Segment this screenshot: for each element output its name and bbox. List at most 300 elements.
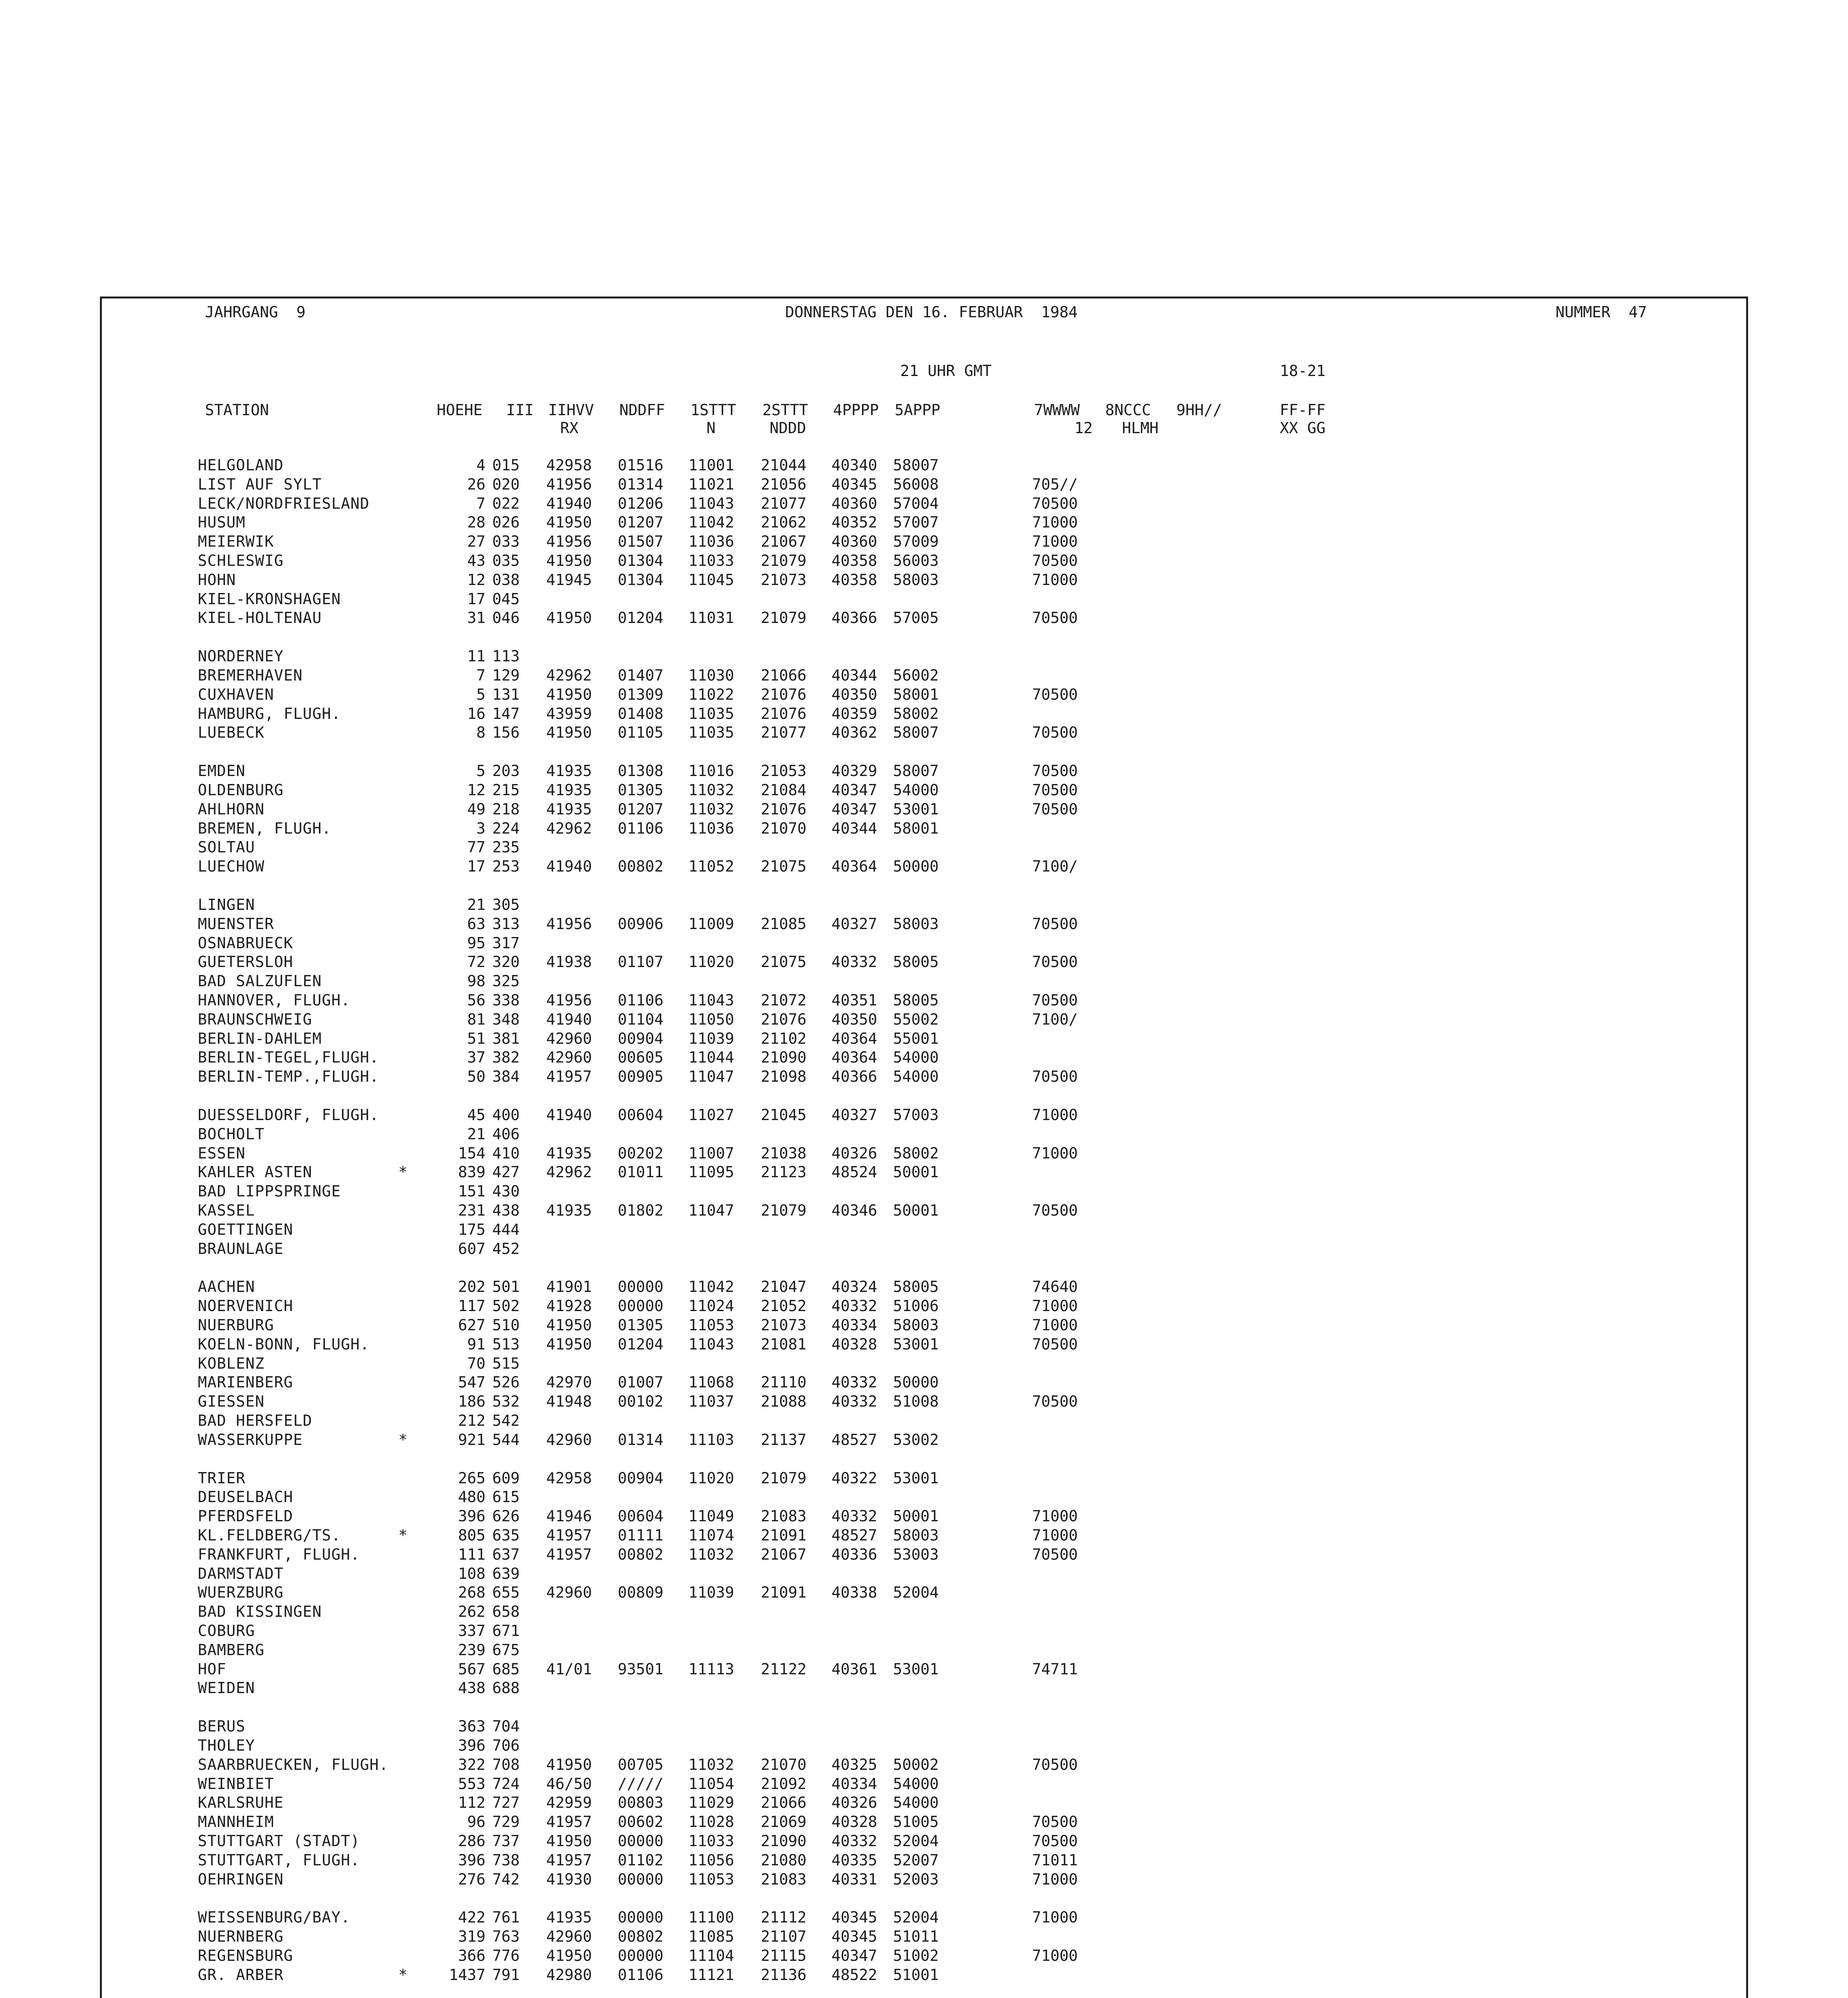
synop-group: 40326 bbox=[832, 1144, 877, 1162]
station-number: 218 bbox=[492, 800, 520, 818]
synop-group: 00904 bbox=[618, 1030, 664, 1047]
station-name: FRANKFURT, FLUGH. bbox=[198, 1546, 360, 1563]
synop-group: 21067 bbox=[761, 1546, 807, 1563]
station-number: 045 bbox=[492, 590, 520, 608]
synop-group: 40336 bbox=[832, 1546, 877, 1563]
synop-group: 40332 bbox=[832, 1393, 877, 1410]
synop-group: 11121 bbox=[688, 1966, 734, 1984]
station-height: 45 bbox=[467, 1106, 485, 1124]
station-height: 212 bbox=[458, 1412, 485, 1429]
station-name: BRAUNLAGE bbox=[198, 1240, 284, 1258]
synop-group: 01309 bbox=[618, 686, 664, 703]
station-name: BERLIN-TEGEL,FLUGH. bbox=[198, 1049, 379, 1066]
station-name: TRIER bbox=[198, 1469, 246, 1487]
station-height: 111 bbox=[458, 1546, 485, 1563]
station-name: BAD HERSFELD bbox=[198, 1412, 312, 1429]
synop-group: 11036 bbox=[688, 533, 734, 550]
synop-group: 01106 bbox=[618, 820, 664, 837]
synop-group: 41957 bbox=[546, 1813, 592, 1831]
synop-group: 57007 bbox=[893, 513, 939, 531]
synop-group: 21070 bbox=[761, 820, 807, 837]
station-name: HOHN bbox=[198, 571, 236, 589]
synop-group: 01207 bbox=[618, 513, 664, 531]
synop-group: 42962 bbox=[546, 667, 592, 684]
station-number: 626 bbox=[492, 1507, 520, 1525]
station-number: 639 bbox=[492, 1565, 520, 1582]
station-number: 224 bbox=[492, 820, 520, 837]
station-height: 480 bbox=[458, 1488, 485, 1506]
synop-group: 11053 bbox=[688, 1871, 734, 1888]
synop-group: 11033 bbox=[688, 552, 734, 569]
synop-group: 21084 bbox=[761, 781, 807, 799]
station-number: 320 bbox=[492, 953, 520, 971]
synop-group: 21066 bbox=[761, 667, 807, 684]
synop-group: 01304 bbox=[618, 571, 664, 589]
station-height: 12 bbox=[467, 781, 485, 799]
synop-group: 41956 bbox=[546, 991, 592, 1009]
station-height: 7 bbox=[476, 495, 485, 512]
synop-group: 11043 bbox=[688, 495, 734, 512]
synop-group: 40350 bbox=[832, 686, 877, 703]
synop-group: 11043 bbox=[688, 991, 734, 1009]
synop-group: 21044 bbox=[761, 456, 807, 474]
synop-group: 11033 bbox=[688, 1832, 734, 1850]
synop-group: 56003 bbox=[893, 552, 939, 569]
synop-group: 41957 bbox=[546, 1546, 592, 1563]
station-number: 515 bbox=[492, 1355, 520, 1372]
station-height: 5 bbox=[476, 686, 485, 703]
synop-group: 42980 bbox=[546, 1966, 592, 1984]
synop-group: 40340 bbox=[832, 456, 877, 474]
synop-group: 70500 bbox=[1032, 1813, 1078, 1831]
station-number: 147 bbox=[492, 705, 520, 722]
synop-group: 54000 bbox=[893, 1775, 939, 1793]
synop-group: 51011 bbox=[893, 1928, 939, 1945]
synop-group: 11043 bbox=[688, 1335, 734, 1353]
col-hoehe: HOEHE bbox=[437, 401, 483, 419]
synop-group: 40359 bbox=[832, 705, 877, 722]
synop-group: 21075 bbox=[761, 858, 807, 875]
synop-group: 41950 bbox=[546, 1947, 592, 1964]
station-number: 729 bbox=[492, 1813, 520, 1831]
station-height: 37 bbox=[467, 1049, 485, 1066]
station-height: 396 bbox=[458, 1851, 485, 1869]
station-height: 72 bbox=[467, 953, 485, 971]
synop-group: 21079 bbox=[761, 1202, 807, 1219]
synop-group: 40344 bbox=[832, 667, 877, 684]
synop-group: 56008 bbox=[893, 476, 939, 493]
synop-group: 40325 bbox=[832, 1756, 877, 1773]
station-number: 727 bbox=[492, 1794, 520, 1811]
station-number: 791 bbox=[492, 1966, 520, 1984]
col-group2: 2STTT bbox=[762, 401, 808, 419]
station-name: BRAUNSCHWEIG bbox=[198, 1011, 312, 1028]
synop-group: 11039 bbox=[688, 1030, 734, 1047]
synop-group: 58003 bbox=[893, 1526, 939, 1544]
synop-group: 58002 bbox=[893, 1144, 939, 1162]
col-group2-sub: NDDD bbox=[770, 419, 806, 437]
synop-group: 40324 bbox=[832, 1278, 877, 1296]
station-name: BOCHOLT bbox=[198, 1125, 265, 1143]
synop-group: 11032 bbox=[688, 781, 734, 799]
synop-group: 70500 bbox=[1032, 724, 1078, 741]
station-name: GIESSEN bbox=[198, 1393, 265, 1410]
station-number: 708 bbox=[492, 1756, 520, 1773]
synop-group: 70500 bbox=[1032, 609, 1078, 627]
synop-group: 11032 bbox=[688, 800, 734, 818]
station-height: 262 bbox=[458, 1603, 485, 1620]
station-name: BERUS bbox=[198, 1717, 246, 1735]
station-height: 276 bbox=[458, 1871, 485, 1888]
synop-group: 01207 bbox=[618, 800, 664, 818]
synop-group: 50001 bbox=[893, 1163, 939, 1181]
station-height: 43 bbox=[467, 552, 485, 569]
station-name: KOELN-BONN, FLUGH. bbox=[198, 1335, 370, 1353]
synop-group: 41901 bbox=[546, 1278, 592, 1296]
synop-group: 7100/ bbox=[1032, 1011, 1078, 1028]
station-name: BREMERHAVEN bbox=[198, 667, 303, 684]
station-name: THOLEY bbox=[198, 1737, 255, 1754]
station-number: 427 bbox=[492, 1163, 520, 1181]
synop-group: 41950 bbox=[546, 686, 592, 703]
synop-group: 70500 bbox=[1032, 552, 1078, 569]
station-number: 348 bbox=[492, 1011, 520, 1028]
station-name: HOF bbox=[198, 1660, 227, 1678]
synop-group: 01105 bbox=[618, 724, 664, 741]
synop-group: 58001 bbox=[893, 820, 939, 837]
station-number: 035 bbox=[492, 552, 520, 569]
synop-group: 40327 bbox=[832, 915, 877, 933]
synop-group: 53001 bbox=[893, 1335, 939, 1353]
synop-group: 53002 bbox=[893, 1431, 939, 1449]
synop-group: 58007 bbox=[893, 762, 939, 780]
station-height: 31 bbox=[467, 609, 485, 627]
synop-group: 52004 bbox=[893, 1908, 939, 1926]
synop-group: 40351 bbox=[832, 991, 877, 1009]
synop-group: 41956 bbox=[546, 476, 592, 493]
station-number: 658 bbox=[492, 1603, 520, 1620]
synop-group: 11052 bbox=[688, 858, 734, 875]
synop-group: 70500 bbox=[1032, 1335, 1078, 1353]
station-height: 112 bbox=[458, 1794, 485, 1811]
synop-group: 40332 bbox=[832, 1507, 877, 1525]
synop-group: 58002 bbox=[893, 705, 939, 722]
synop-group: 01011 bbox=[618, 1163, 664, 1181]
synop-group: 40346 bbox=[832, 1202, 877, 1219]
synop-group: 71000 bbox=[1032, 1316, 1078, 1334]
synop-group: 42960 bbox=[546, 1584, 592, 1601]
station-name: HAMBURG, FLUGH. bbox=[198, 705, 341, 722]
synop-group: 40322 bbox=[832, 1469, 877, 1487]
synop-group: 01102 bbox=[618, 1851, 664, 1869]
synop-group: 58005 bbox=[893, 991, 939, 1009]
synop-group: 41940 bbox=[546, 1011, 592, 1028]
synop-group: 11021 bbox=[688, 476, 734, 493]
station-height: 567 bbox=[458, 1660, 485, 1678]
synop-group: 54000 bbox=[893, 781, 939, 799]
synop-group: 21107 bbox=[761, 1928, 807, 1945]
station-name: STUTTGART, FLUGH. bbox=[198, 1851, 360, 1869]
station-number: 706 bbox=[492, 1737, 520, 1754]
synop-group: 40331 bbox=[832, 1871, 877, 1888]
synop-group: 42962 bbox=[546, 820, 592, 837]
station-number: 609 bbox=[492, 1469, 520, 1487]
station-name: LECK/NORDFRIESLAND bbox=[198, 495, 370, 512]
station-height: 77 bbox=[467, 838, 485, 856]
synop-group: 21137 bbox=[761, 1431, 807, 1449]
synop-group: 11050 bbox=[688, 1011, 734, 1028]
synop-group: 40352 bbox=[832, 513, 877, 531]
station-number: 020 bbox=[492, 476, 520, 493]
synop-group: 11047 bbox=[688, 1068, 734, 1085]
synop-group: 51002 bbox=[893, 1947, 939, 1964]
synop-group: 21072 bbox=[761, 991, 807, 1009]
synop-group: 58007 bbox=[893, 456, 939, 474]
station-number: 737 bbox=[492, 1832, 520, 1850]
station-name: SAARBRUECKEN, FLUGH. bbox=[198, 1756, 389, 1773]
synop-group: 00000 bbox=[618, 1832, 664, 1850]
synop-group: 00000 bbox=[618, 1871, 664, 1888]
station-number: 215 bbox=[492, 781, 520, 799]
synop-group: 41946 bbox=[546, 1507, 592, 1525]
station-height: 8 bbox=[476, 724, 485, 741]
synop-group: 01106 bbox=[618, 991, 664, 1009]
synop-group: 11045 bbox=[688, 571, 734, 589]
station-name: DARMSTADT bbox=[198, 1565, 284, 1582]
synop-group: 48527 bbox=[832, 1431, 877, 1449]
station-height: 5 bbox=[476, 762, 485, 780]
synop-group: 70500 bbox=[1032, 1393, 1078, 1410]
station-height: 117 bbox=[458, 1297, 485, 1315]
synop-group: 51006 bbox=[893, 1297, 939, 1315]
synop-group: 21052 bbox=[761, 1297, 807, 1315]
station-name: KOBLENZ bbox=[198, 1355, 265, 1372]
synop-group: 40358 bbox=[832, 552, 877, 569]
station-height: 202 bbox=[458, 1278, 485, 1296]
synop-group: 40327 bbox=[832, 1106, 877, 1124]
synop-group: 21091 bbox=[761, 1584, 807, 1601]
station-height: 286 bbox=[458, 1832, 485, 1850]
synop-group: 21069 bbox=[761, 1813, 807, 1831]
station-number: 325 bbox=[492, 972, 520, 990]
synop-group: 57003 bbox=[893, 1106, 939, 1124]
synop-group: 11031 bbox=[688, 609, 734, 627]
synop-group: 21136 bbox=[761, 1966, 807, 1984]
synop-group: 51005 bbox=[893, 1813, 939, 1831]
synop-group: 41945 bbox=[546, 571, 592, 589]
synop-group: 00000 bbox=[618, 1278, 664, 1296]
station-number: 382 bbox=[492, 1049, 520, 1066]
station-number: 615 bbox=[492, 1488, 520, 1506]
synop-group: 00000 bbox=[618, 1297, 664, 1315]
station-number: 381 bbox=[492, 1030, 520, 1047]
synop-group: 11036 bbox=[688, 820, 734, 837]
station-number: 742 bbox=[492, 1871, 520, 1888]
col-ff: FF-FF bbox=[1280, 401, 1326, 419]
synop-group: 7100/ bbox=[1032, 858, 1078, 875]
station-height: 91 bbox=[467, 1335, 485, 1353]
synop-group: 11035 bbox=[688, 724, 734, 741]
synop-group: 21045 bbox=[761, 1106, 807, 1124]
synop-group: 71000 bbox=[1032, 1297, 1078, 1315]
synop-group: 52003 bbox=[893, 1871, 939, 1888]
synop-group: 01407 bbox=[618, 667, 664, 684]
synop-group: 40332 bbox=[832, 953, 877, 971]
synop-group: 21083 bbox=[761, 1871, 807, 1888]
synop-group: 41935 bbox=[546, 800, 592, 818]
synop-group: 58005 bbox=[893, 953, 939, 971]
synop-group: 11028 bbox=[688, 1813, 734, 1831]
station-height: 7 bbox=[476, 667, 485, 684]
synop-group: 74640 bbox=[1032, 1278, 1078, 1296]
station-number: 502 bbox=[492, 1297, 520, 1315]
synop-group: 00602 bbox=[618, 1813, 664, 1831]
synop-group: 58007 bbox=[893, 724, 939, 741]
station-name: WEIDEN bbox=[198, 1679, 255, 1697]
station-number: 526 bbox=[492, 1373, 520, 1391]
synop-group: 41957 bbox=[546, 1851, 592, 1869]
synop-group: 70500 bbox=[1032, 1202, 1078, 1219]
station-name: NORDERNEY bbox=[198, 647, 284, 665]
station-name: LINGEN bbox=[198, 896, 255, 913]
synop-group: 01204 bbox=[618, 1335, 664, 1353]
synop-group: 21076 bbox=[761, 686, 807, 703]
station-height: 337 bbox=[458, 1622, 485, 1640]
report-frame bbox=[100, 297, 1748, 1998]
col-group7: 7WWWW bbox=[1034, 401, 1080, 419]
synop-group: 01204 bbox=[618, 609, 664, 627]
station-height: 70 bbox=[467, 1355, 485, 1372]
col-group8-sub: HLMH bbox=[1122, 419, 1159, 437]
station-number: 015 bbox=[492, 456, 520, 474]
synop-group: 53001 bbox=[893, 800, 939, 818]
synop-group: 42960 bbox=[546, 1030, 592, 1047]
station-number: 022 bbox=[492, 495, 520, 512]
mountain-marker: * bbox=[398, 1163, 408, 1181]
station-height: 1437 bbox=[449, 1966, 485, 1984]
synop-group: 01305 bbox=[618, 1316, 664, 1334]
station-number: 406 bbox=[492, 1125, 520, 1143]
synop-group: 11053 bbox=[688, 1316, 734, 1334]
synop-group: 11032 bbox=[688, 1546, 734, 1563]
synop-group: 21098 bbox=[761, 1068, 807, 1085]
station-name: BAD SALZUFLEN bbox=[198, 972, 322, 990]
col-group4: 4PPPP bbox=[833, 401, 879, 419]
synop-group: 11049 bbox=[688, 1507, 734, 1525]
synop-group: 40345 bbox=[832, 1928, 877, 1945]
synop-group: 40328 bbox=[832, 1335, 877, 1353]
synop-group: 00802 bbox=[618, 858, 664, 875]
synop-group: 41940 bbox=[546, 1106, 592, 1124]
synop-group: 53001 bbox=[893, 1469, 939, 1487]
synop-group: 00803 bbox=[618, 1794, 664, 1811]
col-iihvv-sub: RX bbox=[560, 419, 579, 437]
station-height: 12 bbox=[467, 571, 485, 589]
synop-group: 55001 bbox=[893, 1030, 939, 1047]
synop-group: 42962 bbox=[546, 1163, 592, 1181]
station-name: COBURG bbox=[198, 1622, 255, 1640]
synop-group: 41950 bbox=[546, 1832, 592, 1850]
station-height: 921 bbox=[458, 1431, 485, 1449]
synop-group: 21090 bbox=[761, 1049, 807, 1066]
synop-group: 11085 bbox=[688, 1928, 734, 1945]
station-name: KASSEL bbox=[198, 1202, 255, 1219]
station-number: 338 bbox=[492, 991, 520, 1009]
synop-group: 70500 bbox=[1032, 800, 1078, 818]
synop-group: 11104 bbox=[688, 1947, 734, 1964]
synop-group: 11047 bbox=[688, 1202, 734, 1219]
station-name: WEISSENBURG/BAY. bbox=[198, 1908, 351, 1926]
station-height: 51 bbox=[467, 1030, 485, 1047]
period-range: 18-21 bbox=[1280, 362, 1326, 380]
station-name: OSNABRUECK bbox=[198, 934, 293, 952]
col-group8: 8NCCC bbox=[1105, 401, 1151, 419]
synop-group: 01107 bbox=[618, 953, 664, 971]
synop-group: 11095 bbox=[688, 1163, 734, 1181]
synop-group: 11029 bbox=[688, 1794, 734, 1811]
synop-group: 21110 bbox=[761, 1373, 807, 1391]
synop-group: 01314 bbox=[618, 1431, 664, 1449]
synop-group: 21067 bbox=[761, 533, 807, 550]
synop-group: 40338 bbox=[832, 1584, 877, 1601]
observation-time: 21 UHR GMT bbox=[900, 362, 992, 380]
synop-group: 74711 bbox=[1032, 1660, 1078, 1678]
station-number: 704 bbox=[492, 1717, 520, 1735]
synop-group: 21123 bbox=[761, 1163, 807, 1181]
station-number: 313 bbox=[492, 915, 520, 933]
synop-group: 21085 bbox=[761, 915, 807, 933]
station-name: DUESSELDORF, FLUGH. bbox=[198, 1106, 379, 1124]
mountain-marker: * bbox=[398, 1526, 408, 1544]
station-number: 438 bbox=[492, 1202, 520, 1219]
synop-group: 58003 bbox=[893, 1316, 939, 1334]
station-height: 17 bbox=[467, 858, 485, 875]
station-height: 98 bbox=[467, 972, 485, 990]
station-name: WUERZBURG bbox=[198, 1584, 284, 1601]
station-name: KARLSRUHE bbox=[198, 1794, 284, 1811]
station-height: 607 bbox=[458, 1240, 485, 1258]
synop-group: 40347 bbox=[832, 800, 877, 818]
synop-group: 41950 bbox=[546, 1756, 592, 1773]
col-iihvv: IIHVV bbox=[548, 401, 594, 419]
synop-group: 42960 bbox=[546, 1928, 592, 1945]
station-height: 805 bbox=[458, 1526, 485, 1544]
synop-group: 00000 bbox=[618, 1908, 664, 1926]
synop-group: 42960 bbox=[546, 1049, 592, 1066]
synop-group: 01007 bbox=[618, 1373, 664, 1391]
synop-group: 52004 bbox=[893, 1584, 939, 1601]
station-name: MANNHEIM bbox=[198, 1813, 275, 1831]
synop-group: 01106 bbox=[618, 1966, 664, 1984]
synop-group: 11022 bbox=[688, 686, 734, 703]
synop-group: 21073 bbox=[761, 1316, 807, 1334]
station-name: DEUSELBACH bbox=[198, 1488, 293, 1506]
synop-group: 40334 bbox=[832, 1316, 877, 1334]
synop-group: 21083 bbox=[761, 1507, 807, 1525]
station-height: 28 bbox=[467, 513, 485, 531]
synop-group: 01408 bbox=[618, 705, 664, 722]
station-number: 688 bbox=[492, 1679, 520, 1697]
synop-group: 57009 bbox=[893, 533, 939, 550]
station-height: 11 bbox=[467, 647, 485, 665]
synop-group: 11007 bbox=[688, 1144, 734, 1162]
station-name: HELGOLAND bbox=[198, 456, 284, 474]
station-number: 637 bbox=[492, 1546, 520, 1563]
synop-group: 21077 bbox=[761, 495, 807, 512]
synop-group: 51008 bbox=[893, 1393, 939, 1410]
synop-group: 21088 bbox=[761, 1393, 807, 1410]
synop-group: ///// bbox=[618, 1775, 664, 1793]
